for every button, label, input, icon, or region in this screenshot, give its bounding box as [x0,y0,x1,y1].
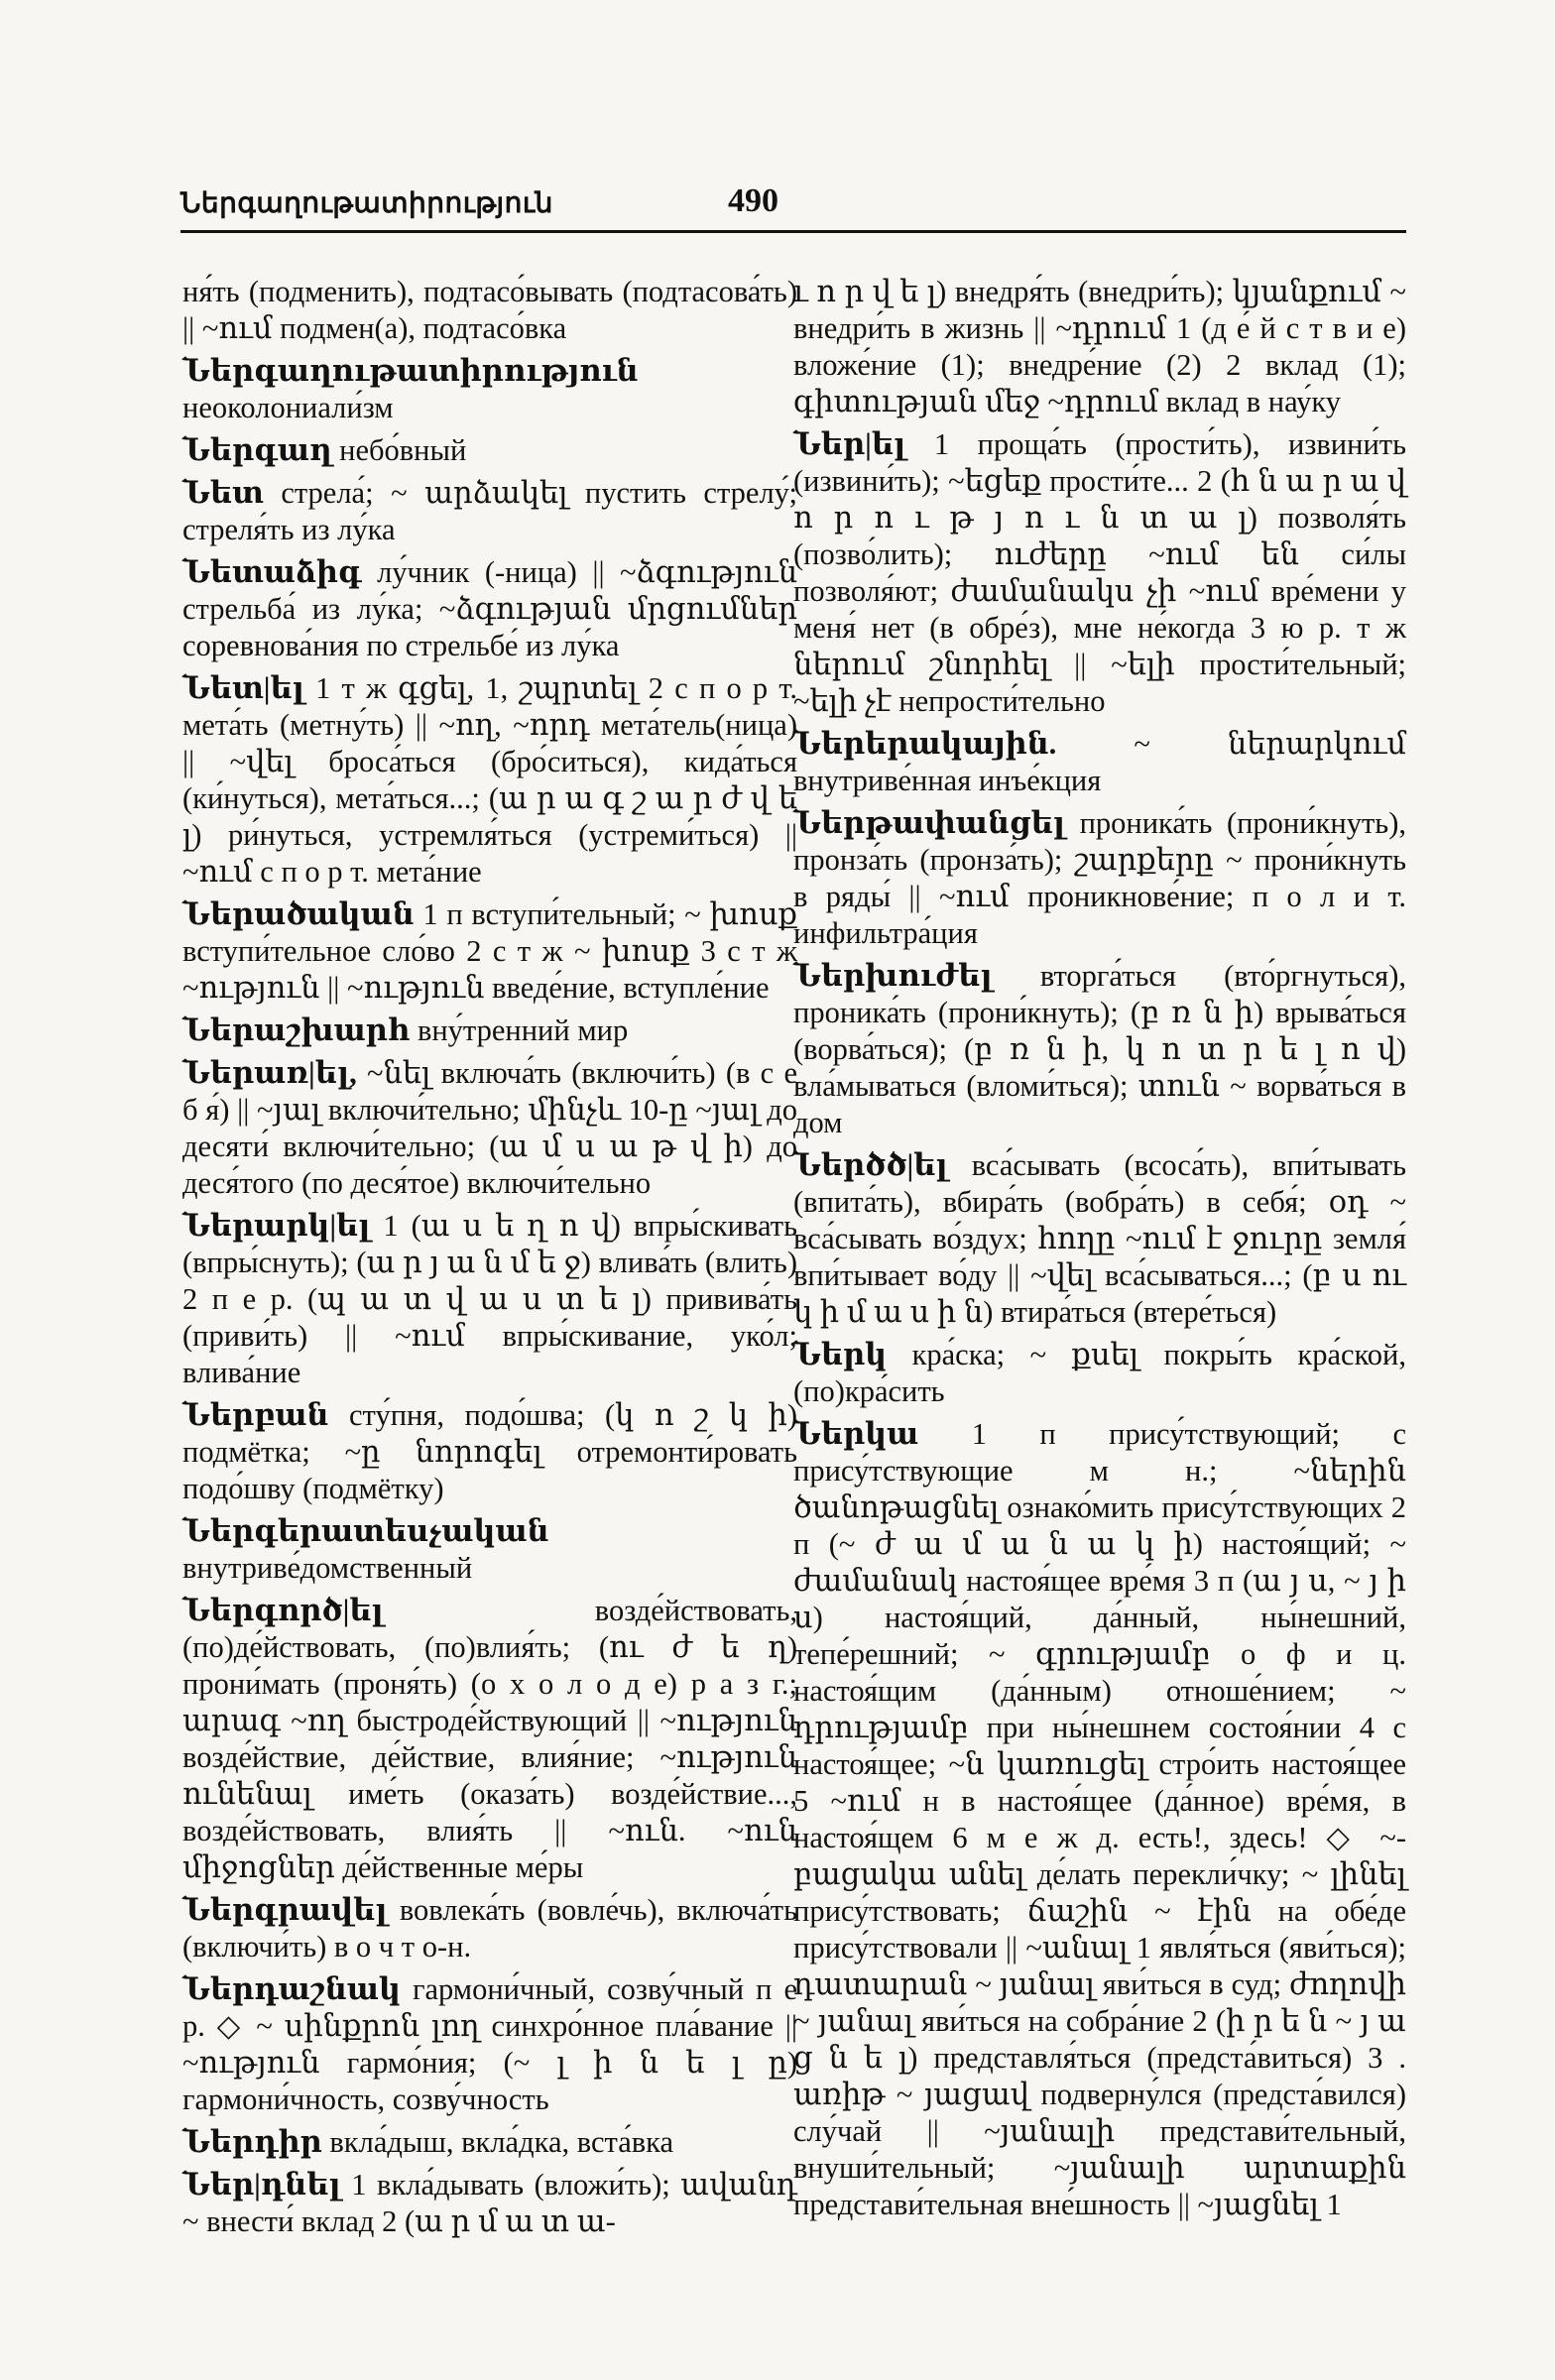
entry-text: неоколониали́зм [182,391,394,424]
dictionary-entry [182,2124,797,2161]
headword: Նետ [182,476,264,510]
headword: Ներգաղութատիրություն [182,354,639,388]
entry-text: ւ ո ր վ ե լ) внедря́ть (внедри́ть); կյանքում ~ внедри́ть в жизнь || ~դրում 1 (д е́ й с т в и е) вложе́ние (1); внедре́ние (2) 2 вклад (1); գիտության մեջ ~դրում вклад в нау́ку [793,275,1406,418]
headword: Ներ|ել [793,427,906,461]
right-column [793,274,1406,2229]
entry-text: кра́ска; ~ քսել покры́ть кра́ской, (по)кра́сить [793,1338,1406,1408]
entry-text: вовлека́ть (вовле́чь), включа́ть (включи́ть) в о ч т о-н. [182,1893,797,1964]
headword: Ներառ|ել, [182,1056,357,1090]
headword: Նետ|ել [182,671,304,705]
headword: Ներգործ|ել [182,1594,384,1627]
headword: Ներդիր [182,2125,322,2159]
page-number: 490 [728,182,778,219]
dictionary-entry [182,1513,797,1587]
entry-text: гармони́чный, созву́чный п е р. ◇ ~ սինքրոն լող синхро́нное пла́вание || ~ություն гармо́ния; (~ լ ի ն ե լ ը) гармони́чность, созву́чность [182,1972,797,2116]
headword: Ներգերատեսչական [182,1514,549,1548]
headword: Ներգաղ [182,433,332,467]
dictionary-entry [182,670,797,891]
entry-text: ~նել включа́ть (включи́ть) (в с е б я́) || ~յալ включи́тельно; մինչև 10-ը ~յալ до десяти́ включи́тельно; (ա մ ս ա թ վ ի) до деся́того (по деся́тое) включи́тельно [182,1056,797,1200]
dictionary-entry [182,274,797,347]
entry-text: 1 (ա ս ե ղ ո վ) впры́скивать (впры́снуть); (ա ր յ ա ն մ ե ջ) влива́ть (влить) 2 п е р. (պ ա տ վ ա ս տ ե լ) привива́ть (приви́ть) || ~ում впры́скивание, уко́л; влива́ние [182,1209,797,1389]
entry-text: 1 проща́ть (прости́ть), извини́ть (извини́ть); ~եցեք прости́те... 2 (հ ն ա ր ա վ ո ր ո ւ թ յ ո ւ ն տ ա լ) позволя́ть (позво́лить); ուժերը ~ում են си́лы позволя́ют; ժամանակս չի ~ում вре́мени у меня́ нет (в обре́з), мне не́когда 3 ю р. т ж ներում շնորհել || ~ելի прости́тельный; ~ելի չէ непрости́тельно [793,427,1406,718]
dictionary-entry [793,805,1406,952]
headword: Ներգրավել [182,1893,388,1927]
entry-text: 1 т ж գցել, 1, շպրտել 2 с п о р т. мета́ть (метну́ть) || ~ող, ~որդ мета́тель(ница) || ~վել броса́ться (бро́ситься), кида́ться (ки́нуться), мета́ться...; (ա ր ա գ շ ա ր ժ վ ե լ) ри́нуться, устремля́ться (устреми́ться) || ~ում с п о р т. мета́ние [182,671,797,889]
dictionary-entry [182,1593,797,1886]
dictionary-entry [182,554,797,664]
entry-text: 1 вкла́дывать (вложи́ть); ավանդ ~ внести́ вклад 2 (ա ր մ ա տ ա- [182,2168,797,2238]
entry-text: 1 п прису́тствующий; с прису́тствующие м н.; ~ներին ծանոթացնել ознако́мить прису́тствующих 2 п (~ ժ ա մ ա ն ա կ ի) настоя́щий; ~ ժամանակ настоя́щее вре́мя 3 п (ա յ ս, ~ յ ի ս) настоя́щий, да́нный, ны́нешний, тепе́решний; ~ գրությամբ о ф и ц. настоя́щим (да́нным) отноше́нием; ~ դրությամբ при ны́нешнем состоя́нии 4 с настоя́щее; ~ն կառուցել стро́ить настоя́щее 5 ~ում н в настоя́щее (да́нное) вре́мя, в настоя́щем 6 м е ж д. есть!, здесь! ◇ ~-բացակա անել де́лать перекли́чку; ~ լինել прису́тствовать; ճաշին ~ էին на обе́де прису́тствовали || ~անալ 1 явля́ться (яви́ться); դատարան ~ յանալ яви́ться в суд; ժողովի ~ յանալ яви́ться на собра́ние 2 (ի ր ե ն ~ յ ա ց ն ե լ) представля́ться (предста́виться) 3 . առիթ ~ յացավ подверну́лся (предста́вился) слу́чай || ~յանալի представи́тельный, внуши́тельный; ~յանալի արտաքին представи́тельная вне́шность || ~յացնել 1 [793,1417,1406,2221]
headword: Ներբան [182,1398,329,1432]
headword: Ներաշխարհ [182,1013,411,1047]
dictionary-entry [182,896,797,1007]
headword: Ներածական [182,897,415,931]
header-rule [180,230,1406,233]
headword: Ներ|դնել [182,2168,341,2202]
dictionary-entry [182,2167,797,2240]
headword: Ներերակային. [793,727,1057,761]
running-head: Ներգաղութատիրություն [180,188,553,219]
headword: Ներկ [793,1338,888,1371]
headword: Ներխուժել [793,959,993,993]
dictionary-entry [182,1397,797,1507]
entry-text: вторга́ться (вто́ргнуться), проника́ть (прони́кнуть); (բ ռ ն ի) врыва́ться (ворва́ться); (բ ռ ն ի, կ ո տ ր ե լ ո վ) вла́мываться (вломи́ться); տուն ~ ворва́ться в дом [793,959,1406,1139]
left-column [182,274,797,2246]
dictionary-entry [182,475,797,548]
dictionary-entry [793,274,1406,420]
dictionary-entry [793,426,1406,720]
headword: Ներծծ|ել [793,1148,948,1182]
headword: Ներթափանցել [793,806,1065,840]
entry-text: вса́сывать (всоса́ть), впи́тывать (впита́ть), вбира́ть (вобра́ть) в себя́; օդ ~ вса́сывать во́здух; հողը ~ում է ջուրը земля́ впи́тывает во́ду || ~վել вса́сываться...; (բ ս ու կ ի մ ա ս ի ն) втира́ться (втере́ться) [793,1148,1406,1329]
entry-text: небо́вный [331,433,467,467]
dictionary-entry [182,353,797,426]
entry-text: проника́ть (прони́кнуть), пронза́ть (пронза́ть); շարքերը ~ прони́кнуть в ряды́ || ~ում проникнове́ние; п о л и т. инфильтра́ция [793,806,1406,950]
dictionary-entry [793,1337,1406,1410]
entry-text: ~ ներարկում внутриве́нная инъе́кция [793,727,1406,797]
dictionary-entry [182,1012,797,1049]
headword: Ներարկ|ել [182,1209,371,1243]
entry-text: ня́ть (подменить), подтасо́вывать (подтасова́ть) || ~ում подмен(а), подтасо́вка [182,275,797,345]
headword: Նետաձիգ [182,555,362,589]
dictionary-entry [793,1147,1406,1331]
entry-text: лу́чник (-ница) || ~ձգություն стрельба́ из лу́ка; ~ձգության մրցումներ соревнова́ния по стрельбе́ из лу́ка [182,555,797,662]
entry-text: стрела́; ~ արձակել пустить стрелу́; стреля́ть из лу́ка [182,476,797,546]
headword: Ներդաշնակ [182,1972,401,2006]
entry-text: внутриве́домственный [182,1551,473,1585]
entry-text: возде́йствовать, (по)де́йствовать, (по)влия́ть; (ու ժ ե ղ) прони́мать (проня́ть) (о х о л о д е) р а з г.; արագ ~ող быстроде́йствующий || ~ություն возде́йствие, де́йствие, влия́ние; ~ություն ունենալ име́ть (оказа́ть) возде́йствие..., возде́йствовать, влия́ть || ~ուն. ~ուն միջոցներ де́йственные ме́ры [182,1594,797,1884]
dictionary-entry [182,1892,797,1965]
dictionary-entry [793,726,1406,799]
dictionary-entry [182,1971,797,2118]
headword: Ներկա [793,1417,919,1451]
dictionary-entry [182,1208,797,1391]
entry-text: 1 п вступи́тельный; ~ խոսք вступи́тельное сло́во 2 с т ж ~ խոսք 3 с т ж ~ություն || ~ություն введе́ние, вступле́ние [182,897,797,1005]
dictionary-entry [182,432,797,469]
entry-text: вну́тренний мир [410,1013,629,1047]
entry-text: вкла́дыш, вкла́дка, вста́вка [321,2125,674,2159]
dictionary-entry [793,958,1406,1141]
dictionary-entry [793,1416,1406,2223]
dictionary-entry [182,1055,797,1202]
entry-text: сту́пня, подо́шва; (կ ո շ կ ի) подмётка; ~ը նորոգել отремонти́ровать подо́шву (подмётку) [182,1398,797,1505]
